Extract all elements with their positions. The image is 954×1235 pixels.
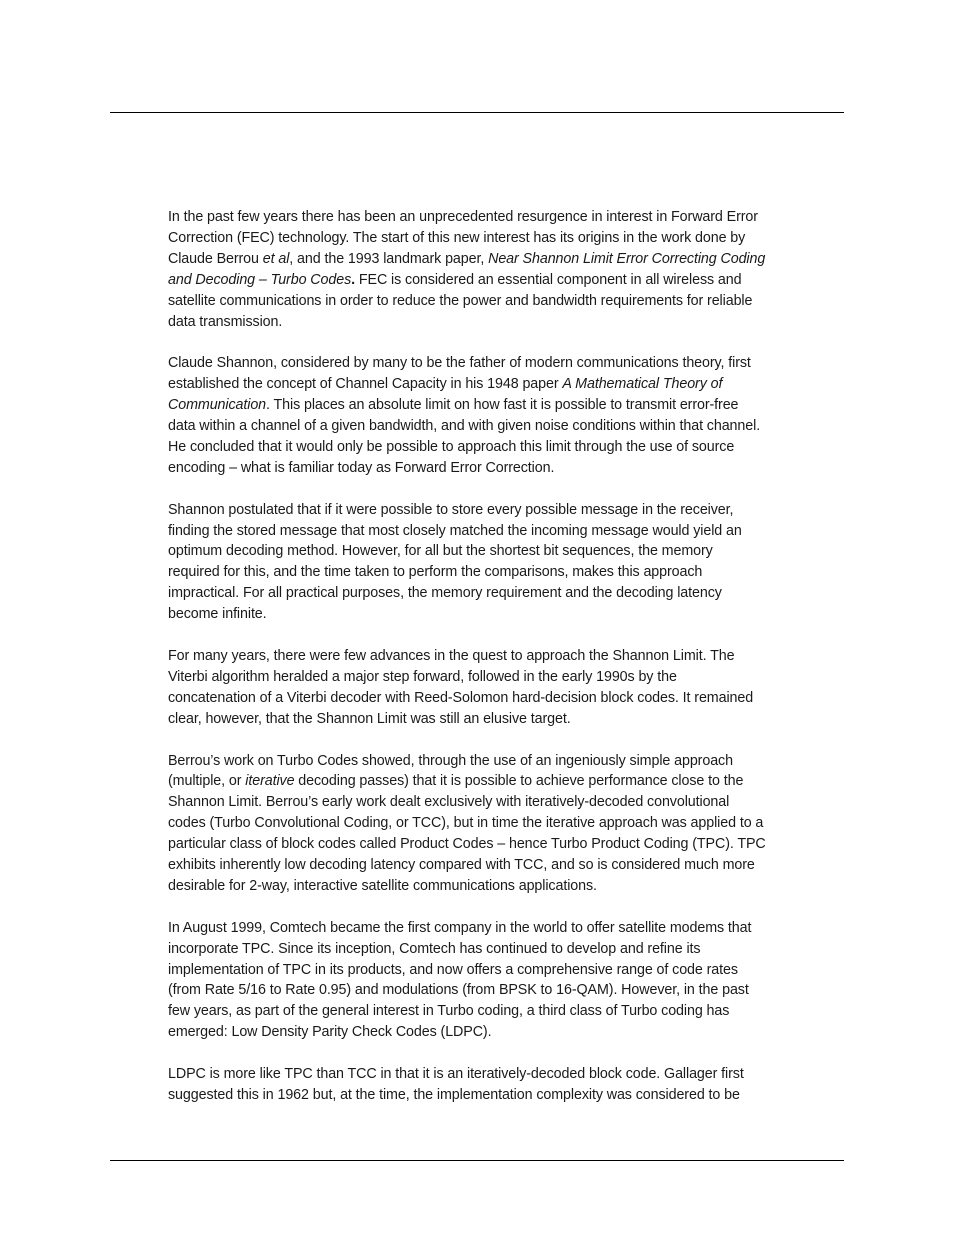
text-run: LDPC is more like TPC than TCC in that it is an iteratively-decoded block code. Gallager first xyxy=(168,1066,744,1083)
italic-text: Near Shannon Limit Error Correcting Coding xyxy=(488,250,766,267)
italic-text: et al xyxy=(262,250,290,267)
paragraph xyxy=(168,500,844,625)
text-run: decoding passes) that it is possible to achieve performance close to the xyxy=(294,773,744,790)
paragraph xyxy=(168,751,844,897)
text-line xyxy=(168,771,844,792)
text-line xyxy=(168,249,844,270)
text-run: codes (Turbo Convolutional Coding, or TCC), but in time the iterative approach was applied to a xyxy=(168,815,764,832)
text-run: required for this, and the time taken to perform the comparisons, makes this approach xyxy=(168,564,703,581)
text-line xyxy=(168,374,844,395)
text-run: Correction (FEC) technology. The start of this new interest has its origins in the work done by xyxy=(168,229,746,246)
text-line xyxy=(168,228,844,249)
text-line xyxy=(168,604,844,625)
text-line xyxy=(168,855,844,876)
text-run: finding the stored message that most closely matched the incoming message would yield an xyxy=(168,522,742,539)
text-run: For many years, there were few advances in the quest to approach the Shannon Limit. The xyxy=(168,647,735,664)
text-line xyxy=(168,291,844,312)
text-run: become infinite. xyxy=(168,606,267,623)
text-line xyxy=(168,583,844,604)
footer-rule xyxy=(110,1160,844,1161)
text-run: In the past few years there has been an unprecedented resurgence in interest in Forward Error xyxy=(168,209,758,225)
text-run: Claude Berrou xyxy=(168,250,263,267)
text-run: satellite communications in order to reduce the power and bandwidth requirements for reliable xyxy=(168,292,753,309)
text-line xyxy=(168,876,844,897)
text-line xyxy=(168,667,844,688)
text-line xyxy=(168,562,844,583)
text-run: established the concept of Channel Capacity in his 1948 paper xyxy=(168,376,563,393)
italic-text: A Mathematical Theory of xyxy=(562,376,723,393)
text-line xyxy=(168,939,844,960)
text-line xyxy=(168,960,844,981)
text-line xyxy=(168,918,844,939)
text-run: incorporate TPC. Since its inception, Comtech has continued to develop and refine its xyxy=(168,940,701,957)
text-line xyxy=(168,270,844,291)
text-run: impractical. For all practical purposes, the memory requirement and the decoding latency xyxy=(168,585,722,602)
italic-text: Communication xyxy=(168,397,267,414)
text-line xyxy=(168,416,844,437)
text-line xyxy=(168,1022,844,1043)
text-line xyxy=(168,1085,844,1106)
text-line xyxy=(168,792,844,813)
text-run: exhibits inherently low decoding latency compared with TCC, and so is considered much more xyxy=(168,857,755,874)
text-run: suggested this in 1962 but, at the time, the implementation complexity was considered to be xyxy=(168,1086,740,1103)
text-line xyxy=(168,207,844,228)
italic-text: iterative xyxy=(245,773,295,790)
text-line xyxy=(168,541,844,562)
text-run: Viterbi algorithm heralded a major step forward, followed in the early 1990s by the xyxy=(168,668,677,685)
text-run: data transmission. xyxy=(168,313,283,330)
text-line xyxy=(168,1001,844,1022)
text-line xyxy=(168,834,844,855)
paragraph xyxy=(168,646,844,730)
text-run: In August 1999, Comtech became the first company in the world to offer satellite modems that xyxy=(168,919,752,936)
text-line xyxy=(168,437,844,458)
text-run: , and the 1993 landmark paper, xyxy=(289,250,489,267)
paragraph xyxy=(168,918,844,1043)
text-run: encoding – what is familiar today as Forward Error Correction. xyxy=(168,459,555,476)
text-run: . This places an absolute limit on how fast it is possible to transmit error-free xyxy=(266,397,739,414)
text-line xyxy=(168,458,844,479)
text-run: particular class of block codes called Product Codes – hence Turbo Product Coding (TPC). TPC xyxy=(168,836,766,853)
text-run: Berrou’s work on Turbo Codes showed, through the use of an ingeniously simple approach xyxy=(168,752,733,769)
text-line xyxy=(168,353,844,374)
text-run: FEC is considered an essential component in all wireless and xyxy=(355,271,742,288)
text-line xyxy=(168,751,844,772)
paragraph xyxy=(168,1064,844,1106)
text-run: data within a channel of a given bandwidth, and with given noise conditions within that channel. xyxy=(168,418,761,435)
text-run: He concluded that it would only be possible to approach this limit through the use of source xyxy=(168,438,735,455)
text-line xyxy=(168,813,844,834)
text-line xyxy=(168,1064,844,1085)
text-line xyxy=(168,709,844,730)
paragraph xyxy=(168,207,844,332)
text-line xyxy=(168,312,844,333)
paragraph xyxy=(168,353,844,478)
header-rule xyxy=(110,112,844,113)
text-run: (from Rate 5/16 to Rate 0.95) and modulations (from BPSK to 16-QAM). However, in the past xyxy=(168,982,749,999)
text-run: Shannon postulated that if it were possible to store every possible message in the receiver, xyxy=(168,501,734,518)
text-line xyxy=(168,395,844,416)
document-body xyxy=(168,207,844,1106)
text-run: optimum decoding method. However, for all but the shortest bit sequences, the memory xyxy=(168,543,713,560)
text-run: clear, however, that the Shannon Limit was still an elusive target. xyxy=(168,710,571,727)
text-run: concatenation of a Viterbi decoder with Reed-Solomon hard-decision block codes. It remained xyxy=(168,689,754,706)
text-run: Claude Shannon, considered by many to be the father of modern communications theory, first xyxy=(168,355,751,372)
text-run: emerged: Low Density Parity Check Codes (LDPC). xyxy=(168,1024,492,1041)
italic-text: and Decoding – Turbo Codes xyxy=(168,271,352,288)
text-run: few years, as part of the general interest in Turbo coding, a third class of Turbo coding has xyxy=(168,1003,730,1020)
text-line xyxy=(168,500,844,521)
text-line xyxy=(168,980,844,1001)
text-run: implementation of TPC in its products, and now offers a comprehensive range of code rates xyxy=(168,961,738,978)
text-line xyxy=(168,688,844,709)
bold-text: . xyxy=(351,271,355,288)
text-line xyxy=(168,521,844,542)
text-run: desirable for 2-way, interactive satellite communications applications. xyxy=(168,877,597,894)
text-run: Shannon Limit. Berrou’s early work dealt exclusively with iteratively-decoded convolutional xyxy=(168,794,730,811)
text-line xyxy=(168,646,844,667)
text-run: (multiple, or xyxy=(168,773,246,790)
